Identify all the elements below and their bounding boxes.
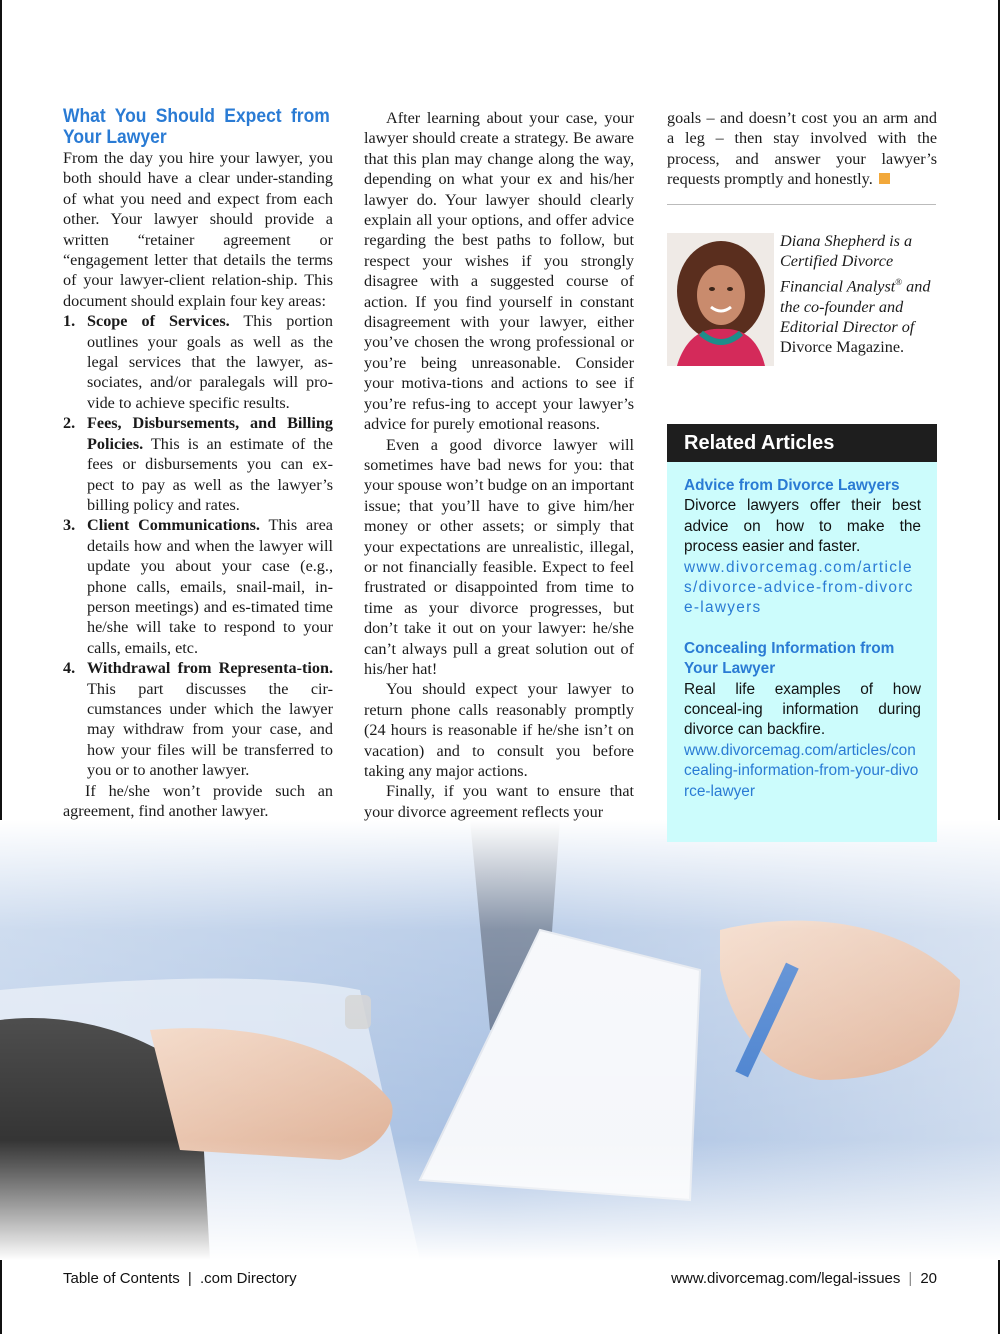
key-areas-list: [63, 311, 333, 780]
footer-separator: |: [187, 1270, 192, 1287]
author-bio-text: and the co-founder and Editorial Director of: [780, 277, 931, 337]
related-article: [684, 639, 921, 802]
list-item-title: Client Communications.: [87, 516, 260, 535]
list-item: [63, 311, 333, 413]
related-article-title[interactable]: Advice from Divorce Lawyers: [684, 477, 900, 494]
author-bio-text: Diana Shepherd is a Certified Divorce Financial Analyst: [780, 232, 913, 296]
list-item-text: This is an estimate of the fees or disbursements you can ex-pect to pay as well as the lawyer’s billing policy and rates.: [87, 434, 333, 514]
magazine-name: Divorce Magazine.: [780, 338, 905, 357]
body-text: goals – and doesn’t cost you an arm and a leg – then stay involved with the process, and answer your lawyer’s requests promptly and honestly.: [667, 109, 937, 189]
list-number: 4.: [63, 659, 76, 678]
table-of-contents-link[interactable]: Table of Contents: [63, 1270, 180, 1287]
directory-link[interactable]: .com Directory: [200, 1270, 297, 1287]
related-article-link[interactable]: www.divorcemag.com/articles/concealing-information-from-your-divorce-lawyer: [684, 741, 919, 800]
related-article-link[interactable]: www.divorcemag.com/articles/divorce-advice-from-divorce-lawyers: [684, 558, 914, 617]
related-articles-box: [667, 424, 937, 842]
list-item: [63, 658, 333, 780]
footer-info: [671, 1270, 937, 1287]
list-number: 3.: [63, 516, 76, 535]
body-paragraph: You should expect your lawyer to return phone calls reasonably promptly (24 hours is reasonable if he/she isn’t on vacation) and to consult you before taking any major actions.: [364, 680, 634, 780]
list-number: 1.: [63, 312, 76, 331]
list-item-title: Fees, Disbursements, and Billing Policies.: [87, 414, 333, 453]
end-mark-icon: [879, 173, 890, 184]
body-paragraph: Even a good divorce lawyer will sometimes have bad news for you: that your spouse won’t budge on an important issue; that you’ll have to give him/her money or other assets; or simply that your expectations are unrealistic, illegal, or not financially feasible. Expect to feel frustrated or disappointed from time to time as your divorce progresses, but don’t take it out on your lawyer: he/she can’t always pull a great solution out of his/her hat!: [364, 435, 634, 678]
column-2: [364, 108, 634, 822]
related-articles-heading: Related Articles: [667, 424, 937, 462]
column-3: [667, 108, 937, 190]
list-item-title: Scope of Services.: [87, 312, 230, 331]
column-1: [63, 106, 333, 821]
body-paragraph: After learning about your case, your lawyer should create a strategy. Be aware that this plan may change along the way, depending on what your ex and his/her lawyer do. Your lawyer should clearly explain all your options, and offer advice regarding the best paths to follow, but respect your wishes if you strongly disagree with a suggested course of action. If you find yourself in constant disagreement with your lawyer, either you’ve chosen the wrong professional or you’re being unreasonable. Consider your motiva-tions and actions to see if you’re refus-ing to accept your lawyer’s advice for purely emotional reasons.: [364, 109, 634, 434]
author-bio: [780, 231, 940, 358]
footer-separator: |: [908, 1270, 913, 1287]
registered-mark: ®: [895, 276, 903, 287]
related-article: [684, 476, 921, 619]
author-photo: [667, 233, 774, 366]
footer-nav: [63, 1270, 297, 1287]
list-item: [63, 515, 333, 658]
list-item: [63, 413, 333, 515]
list-item-title: Withdrawal from Representa-tion.: [87, 659, 333, 678]
related-article-description: Real life examples of how conceal-ing information during divorce can backfire.: [684, 680, 921, 739]
closing-paragraph: If he/she won’t provide such an agreement, find another lawyer.: [63, 781, 333, 820]
list-item-text: This portion outlines your goals as well as the legal services that the lawyer, as-sociates, and/or paralegals will pro-vide to achieve specific results.: [87, 312, 333, 412]
related-article-description: Divorce lawyers offer their best advice on how to make the process easier and faster.: [684, 497, 921, 556]
list-number: 2.: [63, 414, 76, 433]
list-item-text: This part discusses the cir-cumstances under which the lawyer may withdraw from your case, and how your files will be transferred to you or to another lawyer.: [87, 679, 333, 780]
related-article-title[interactable]: Concealing Information from Your Lawyer: [684, 639, 895, 678]
divider: [667, 204, 936, 205]
body-paragraph: Finally, if you want to ensure that your divorce agreement reflects your: [364, 782, 634, 821]
body-paragraph: [667, 108, 937, 190]
page-number: 20: [920, 1270, 937, 1287]
background-photo: [0, 820, 1000, 1260]
intro-paragraph: From the day you hire your lawyer, you both should have a clear under-standing of what you need and expect from each other. Your lawyer should provide a written “retainer agreement or “engagement letter that details the terms of your lawyer-client relation-ship. This document should explain four key areas:: [63, 149, 333, 310]
footer-url-link[interactable]: www.divorcemag.com/legal-issues: [671, 1270, 901, 1287]
list-item-text: This area details how and when the lawyer will update you about your case (e.g., phone calls, emails, snail-mail, in-person meetings) and es-timated time he/she will take to respond to your calls, emails, etc.: [87, 516, 333, 657]
section-heading: What You Should Expect from Your Lawyer: [63, 106, 330, 148]
